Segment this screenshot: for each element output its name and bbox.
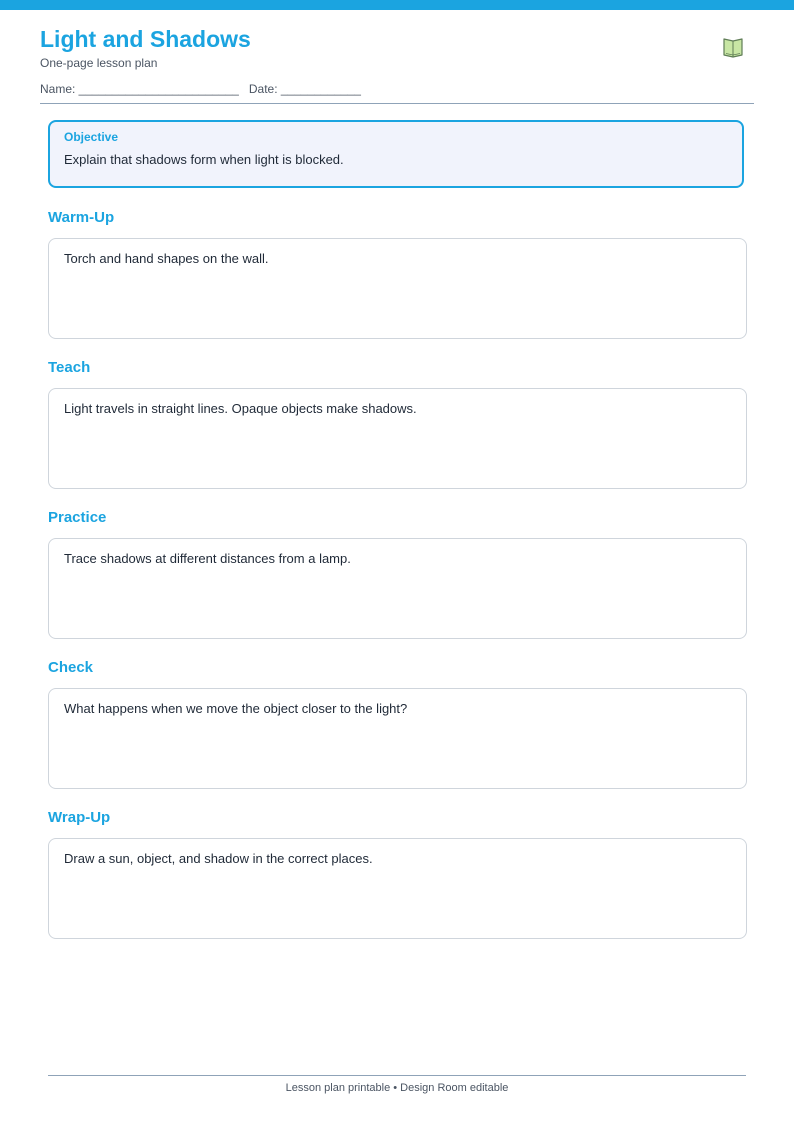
name-field[interactable]: Name: ________________________	[40, 82, 239, 96]
objective-label: Objective	[64, 130, 119, 144]
objective-box	[48, 120, 744, 188]
page-title: Light and Shadows	[40, 26, 251, 52]
footer-divider	[48, 1075, 746, 1076]
section-text-warm-up: Torch and hand shapes on the wall.	[64, 251, 269, 266]
section-heading-practice: Practice	[48, 509, 107, 526]
section-text-teach: Light travels in straight lines. Opaque objects make shadows.	[64, 401, 417, 416]
date-field[interactable]: Date: ____________	[248, 82, 361, 96]
section-heading-check: Check	[48, 659, 94, 676]
objective-text: Explain that shadows form when light is blocked.	[64, 152, 344, 167]
book-icon	[721, 35, 745, 59]
section-heading-wrap-up: Wrap-Up	[48, 809, 111, 826]
section-box-teach[interactable]	[48, 388, 747, 489]
section-text-practice: Trace shadows at different distances from a lamp.	[64, 551, 351, 566]
section-box-check[interactable]	[48, 688, 747, 789]
page-subtitle: One-page lesson plan	[40, 56, 158, 70]
top-accent-bar	[0, 0, 794, 10]
section-heading-warm-up: Warm-Up	[48, 209, 115, 226]
section-text-wrap-up: Draw a sun, object, and shadow in the correct places.	[64, 851, 373, 866]
section-heading-teach: Teach	[48, 359, 91, 376]
name-date-fields	[40, 81, 361, 97]
section-box-practice[interactable]	[48, 538, 747, 639]
section-box-warm-up[interactable]	[48, 238, 747, 339]
header-divider	[40, 103, 754, 104]
section-text-check: What happens when we move the object closer to the light?	[64, 701, 408, 716]
section-box-wrap-up[interactable]	[48, 838, 747, 939]
footer-text: Lesson plan printable • Design Room editable	[285, 1082, 509, 1094]
